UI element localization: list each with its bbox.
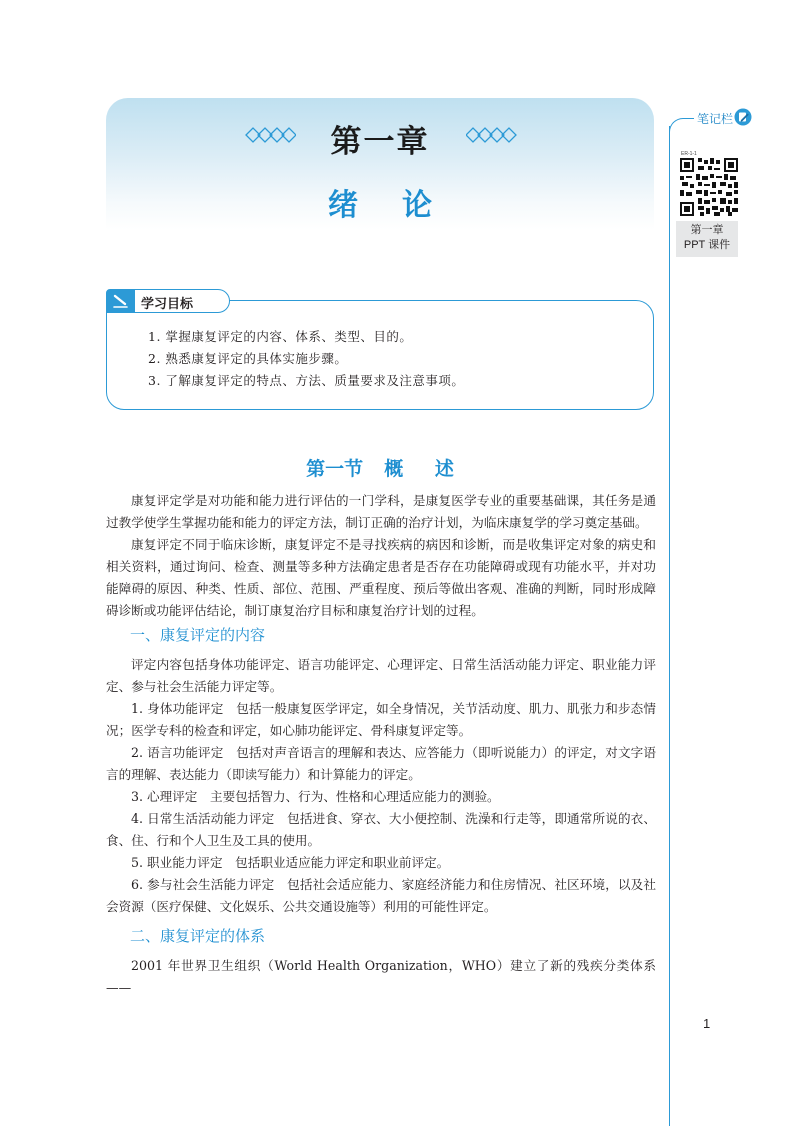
qr-caption-chapter: 第一章 bbox=[690, 224, 724, 236]
paragraph: 2001 年世界卫生组织（World Health Organization，WHO）建立了新的残疾分类体系—— bbox=[106, 958, 656, 995]
paragraph: 4. 日常生活活动能力评定 包括进食、穿衣、大小便控制、洗澡和行走等，即通常所说的衣、食、住、行和个人卫生及工具的使用。 bbox=[106, 811, 656, 848]
chapter-number: 第一章 bbox=[330, 124, 430, 160]
paragraph: 5. 职业能力评定 包括职业适应能力评定和职业前评定。 bbox=[131, 855, 450, 870]
qr-code-icon[interactable] bbox=[680, 158, 738, 216]
paragraph: 康复评定不同于临床诊断，康复评定不是寻找疾病的病因和诊断，而是收集评定对象的病史和相关资料，通过询问、检查、测量等多种方法确定患者是否存在功能障碍或现有功能水平，并对功能障碍的原因、种类、性质、部位、范围、严重程度、预后等做出客观、准确的判断，同时形成障碍诊断或功能评估结论，制订康复治疗目标和康复治疗计划的过程。 bbox=[106, 537, 656, 618]
list-item: 3. 了解康复评定的特点、方法、质量要求及注意事项。 bbox=[148, 373, 465, 388]
paragraph: 评定内容包括身体功能评定、语言功能评定、心理评定、日常生活活动能力评定、职业能力评定、参与社会生活能力评定等。 bbox=[106, 657, 656, 694]
learning-objectives-list bbox=[148, 326, 464, 392]
notes-column-label: 笔记栏 bbox=[697, 112, 734, 126]
paragraph: 6. 参与社会生活能力评定 包括社会适应能力、家庭经济能力和住房情况、社区环境，以及社会资源（医疗保健、文化娱乐、公共交通设施等）利用的可能性评定。 bbox=[106, 877, 656, 914]
notebook-pencil-icon bbox=[734, 108, 752, 126]
paragraph: 1. 身体功能评定 包括一般康复医学评定，如全身情况，关节活动度、肌力、肌张力和步态情况；医学专科的检查和评定，如心肺功能评定、骨科康复评定等。 bbox=[106, 701, 656, 738]
paragraph: 2. 语言功能评定 包括对声音语言的理解和表达、应答能力（即听说能力）的评定，对文字语言的理解、表达能力（即读写能力）和计算能力的评定。 bbox=[106, 745, 656, 782]
qr-code-caption bbox=[676, 221, 738, 257]
paragraph: 康复评定学是对功能和能力进行评估的一门学科，是康复医学专业的重要基础课，其任务是通过教学使学生掌握功能和能力的评定方法，制订正确的治疗计划，为临床康复学的学习奠定基础。 bbox=[106, 493, 656, 530]
qr-caption-courseware: PPT 课件 bbox=[683, 239, 731, 251]
subsection-heading: 一、康复评定的内容 bbox=[130, 626, 266, 644]
section-title: 第一节 概 述 bbox=[306, 459, 454, 480]
body-text bbox=[106, 490, 656, 999]
learning-objectives-title: 学习目标 bbox=[141, 296, 194, 311]
list-item: 2. 熟悉康复评定的具体实施步骤。 bbox=[148, 351, 348, 366]
objectives-pen-icon bbox=[107, 290, 135, 312]
list-item: 1. 掌握康复评定的内容、体系、类型、目的。 bbox=[148, 329, 413, 344]
learning-objectives-tab bbox=[106, 289, 230, 313]
page-number: 1 bbox=[703, 1016, 711, 1031]
notes-column-divider bbox=[669, 126, 670, 1126]
notes-column-curve bbox=[669, 118, 694, 139]
subsection-heading: 二、康复评定的体系 bbox=[130, 927, 266, 945]
qr-code-tag: ER-1-1 bbox=[681, 151, 697, 157]
chapter-title: 绪论 bbox=[328, 188, 476, 223]
paragraph: 3. 心理评定 主要包括智力、行为、性格和心理适应能力的测验。 bbox=[131, 789, 500, 804]
